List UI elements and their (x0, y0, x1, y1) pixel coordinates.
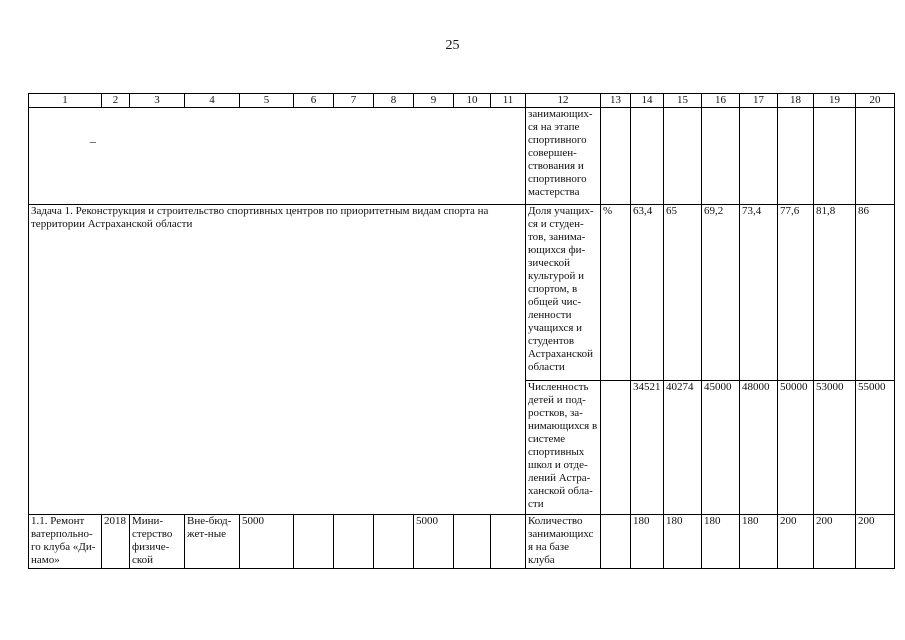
item-year: 2018 (102, 515, 130, 569)
col-num: 17 (740, 94, 778, 108)
item-year-value: 5000 (414, 515, 454, 569)
value-cell: 86 (856, 205, 895, 381)
col-num: 5 (240, 94, 294, 108)
col-num: 18 (778, 94, 814, 108)
dash-mark: – (90, 134, 96, 148)
item-cell (374, 515, 414, 569)
col-num: 11 (491, 94, 526, 108)
value-cell: 73,4 (740, 205, 778, 381)
page-number: 25 (445, 38, 460, 53)
col-num: 8 (374, 94, 414, 108)
col-num: 4 (185, 94, 240, 108)
empty-cell (814, 108, 856, 205)
empty-cell (601, 108, 631, 205)
value-cell: 65 (664, 205, 702, 381)
header-row (29, 94, 895, 108)
item-executor: Мини-стерство физиче-ской (130, 515, 185, 569)
unit-cell (601, 515, 631, 569)
indicator-cell: Численность детей и под-ростков, за-нимающихся в системе спортивных школ и отде-лений Астра-ханской обла-сти (526, 381, 601, 515)
col-num: 14 (631, 94, 664, 108)
value-cell: 81,8 (814, 205, 856, 381)
item-row (29, 515, 895, 569)
col-num: 6 (294, 94, 334, 108)
value-cell: 55000 (856, 381, 895, 515)
col-num: 1 (29, 94, 102, 108)
item-cell (491, 515, 526, 569)
value-cell: 69,2 (702, 205, 740, 381)
col-num: 13 (601, 94, 631, 108)
empty-cell (778, 108, 814, 205)
empty-cell (856, 108, 895, 205)
value-cell: 40274 (664, 381, 702, 515)
col-num: 2 (102, 94, 130, 108)
program-table (28, 93, 895, 569)
continuation-row (29, 108, 895, 205)
value-cell: 200 (814, 515, 856, 569)
col-num: 16 (702, 94, 740, 108)
col-num: 7 (334, 94, 374, 108)
empty-cell (740, 108, 778, 205)
unit-cell (601, 381, 631, 515)
indicator-cell: занимающих-ся на этапе спортивного совершен-ствования и спортивного мастерства (526, 108, 601, 205)
value-cell: 77,6 (778, 205, 814, 381)
col-num: 9 (414, 94, 454, 108)
col-num: 15 (664, 94, 702, 108)
col-num: 19 (814, 94, 856, 108)
value-cell: 200 (856, 515, 895, 569)
empty-cell (631, 108, 664, 205)
col-num: 3 (130, 94, 185, 108)
item-name: 1.1. Ремонт ватерпольно-го клуба «Ди-намо» (29, 515, 102, 569)
col-num: 10 (454, 94, 491, 108)
empty-cell (664, 108, 702, 205)
indicator-cell: Доля учащих-ся и студен-тов, занима-ющихся фи-зической культурой и спортом, в общей чис-ленности учащихся и студентов Астраханской области (526, 205, 601, 381)
empty-cell (702, 108, 740, 205)
col-num: 12 (526, 94, 601, 108)
value-cell: 200 (778, 515, 814, 569)
value-cell: 50000 (778, 381, 814, 515)
value-cell: 180 (740, 515, 778, 569)
indicator-cell: Количество занимающихся на базе клуба (526, 515, 601, 569)
value-cell: 48000 (740, 381, 778, 515)
item-cell (454, 515, 491, 569)
item-cell (294, 515, 334, 569)
unit-cell: % (601, 205, 631, 381)
value-cell: 63,4 (631, 205, 664, 381)
task-row (29, 205, 895, 381)
value-cell: 53000 (814, 381, 856, 515)
task-title: Задача 1. Реконструкция и строительство спортивных центров по приоритетным видам спорта на территории Астраханской области (29, 205, 526, 515)
item-total: 5000 (240, 515, 294, 569)
value-cell: 180 (664, 515, 702, 569)
value-cell: 180 (631, 515, 664, 569)
empty-cell (29, 108, 526, 205)
value-cell: 180 (702, 515, 740, 569)
value-cell: 45000 (702, 381, 740, 515)
item-source: Вне-бюд-жет-ные (185, 515, 240, 569)
col-num: 20 (856, 94, 895, 108)
value-cell: 34521 (631, 381, 664, 515)
item-cell (334, 515, 374, 569)
